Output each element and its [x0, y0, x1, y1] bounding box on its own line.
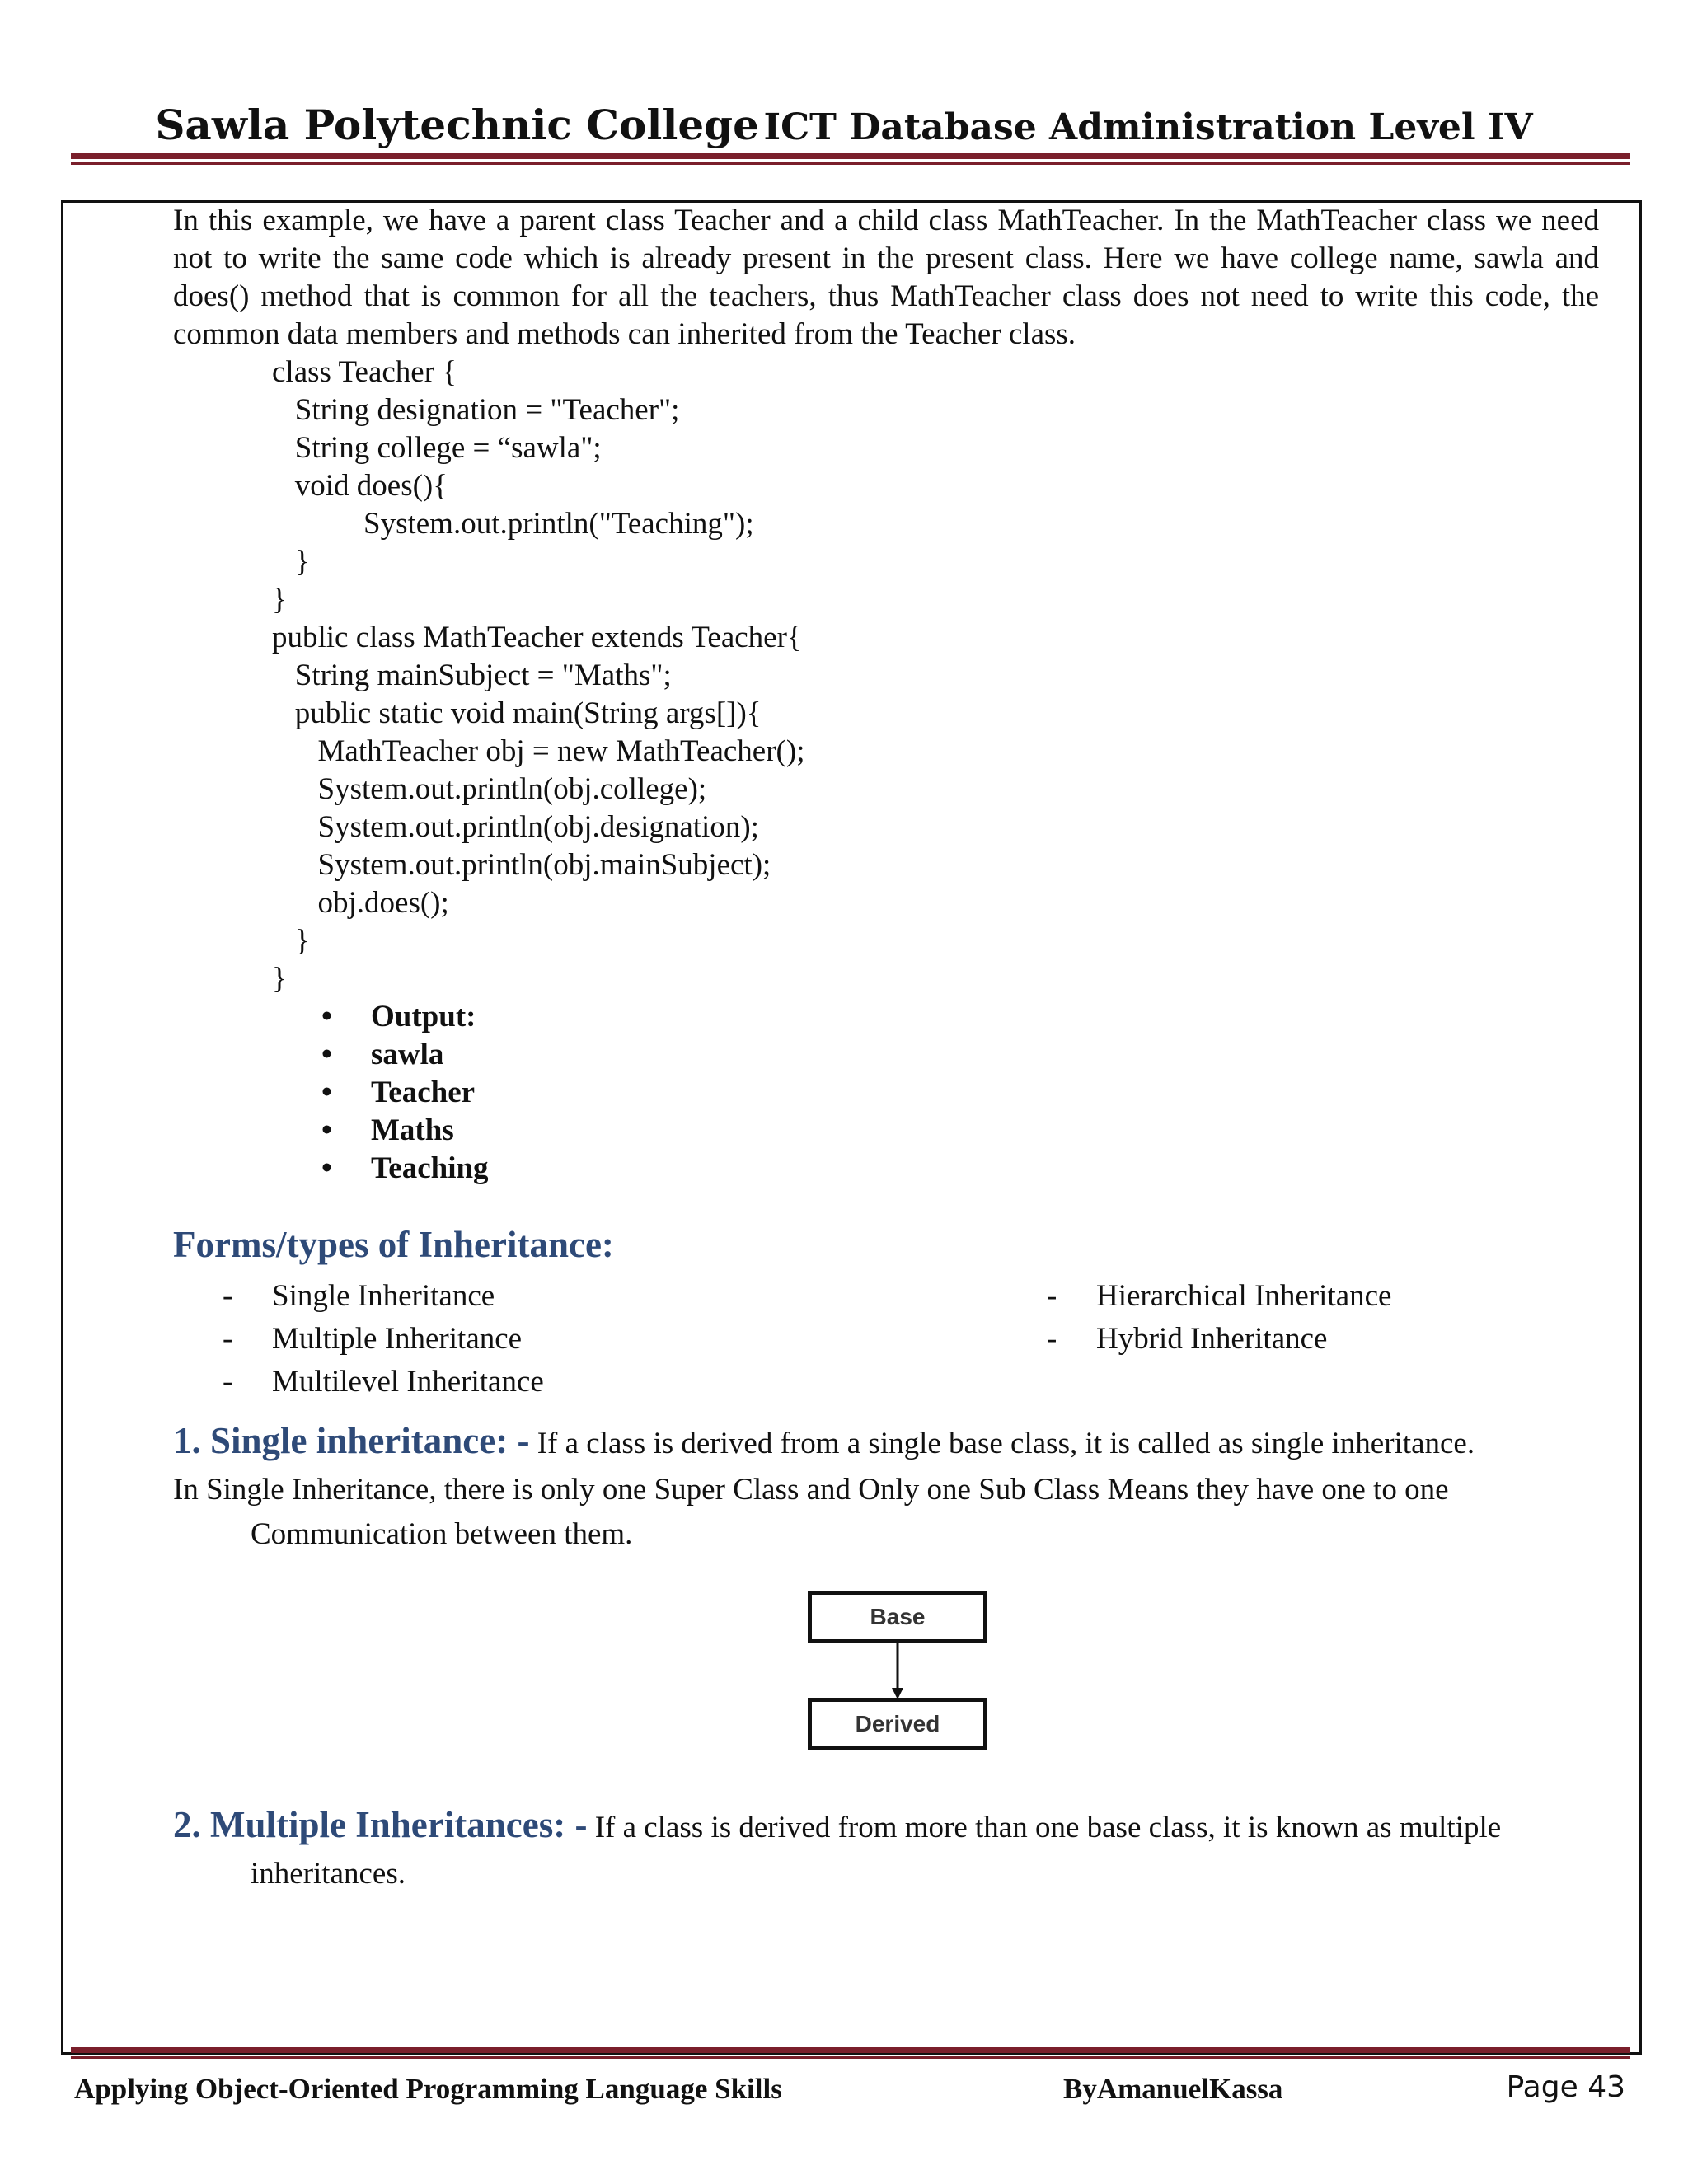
footer-course: Applying Object-Oriented Programming Language Skills: [74, 2073, 782, 2105]
page-header: [0, 101, 1688, 149]
code-line: public class MathTeacher extends Teacher{: [272, 621, 802, 654]
multiple-heading-line: [173, 1801, 1599, 1852]
base-box: Base: [808, 1591, 987, 1643]
output-item: [321, 998, 1599, 1036]
output-value: Teacher: [371, 1076, 476, 1109]
output-value: sawla: [371, 1038, 444, 1071]
dash-icon: -: [223, 1365, 233, 1399]
multiple-line-1: If a class is derived from more than one base class, it is known as multiple: [594, 1811, 1502, 1844]
output-item: [321, 1074, 1599, 1112]
types-column-left: [173, 1275, 915, 1404]
inheritance-diagram: [799, 1572, 997, 1762]
multiple-heading: 2. Multiple Inheritances: -: [173, 1804, 588, 1845]
types-column-right: [997, 1275, 1574, 1361]
type-label: Hybrid Inheritance: [1096, 1322, 1328, 1356]
code-line: class Teacher {: [272, 355, 457, 389]
code-line: }: [272, 545, 310, 579]
output-label: Output:: [371, 1000, 476, 1033]
footer-rule: [71, 2047, 1630, 2053]
bullet-icon: •: [321, 1038, 332, 1071]
header-rule: [71, 153, 1630, 159]
type-item: [997, 1318, 1574, 1361]
code-line: System.out.println("Teaching");: [272, 507, 754, 541]
dash-icon: -: [1047, 1322, 1057, 1356]
intro-paragraph: In this example, we have a parent class Teacher and a child class MathTeacher. In the MathTeacher class we need not to write the same code which is already present in the present class. Here we have college name, sawla and does() method that is common for all the teachers, thus MathTeacher class does not need to write this code, the common data members and methods can inherited from the Teacher class.: [173, 204, 1599, 351]
type-item: [173, 1318, 915, 1361]
output-item: [321, 1150, 1599, 1188]
code-line: }: [272, 924, 310, 958]
single-line-2: In Single Inheritance, there is only one Super Class and Only one Sub Class Means they have one to one: [173, 1473, 1449, 1507]
code-block: [173, 354, 1599, 998]
output-list: [173, 998, 1599, 1188]
multiple-inheritance-section: [173, 1801, 1599, 1896]
output-value: Maths: [371, 1113, 454, 1147]
single-line-1: If a class is derived from a single base class, it is called as single inheritance.: [537, 1427, 1475, 1460]
code-line: String designation = "Teacher";: [272, 393, 680, 427]
header-rule-thin: [71, 162, 1630, 165]
code-line: obj.does();: [272, 886, 449, 920]
output-item: [321, 1112, 1599, 1150]
type-item: [997, 1275, 1574, 1318]
code-line: public static void main(String args[]){: [272, 696, 762, 730]
code-line: }: [272, 583, 287, 616]
type-label: Single Inheritance: [272, 1279, 495, 1313]
type-item: [173, 1275, 915, 1318]
page-number: Page 43: [1506, 2070, 1625, 2104]
types-list: [173, 1275, 1599, 1407]
types-heading: Forms/types of Inheritance:: [173, 1224, 614, 1265]
single-heading-line: [173, 1417, 1599, 1468]
type-label: Multiple Inheritance: [272, 1322, 523, 1356]
dash-icon: -: [223, 1279, 233, 1313]
type-label: Multilevel Inheritance: [272, 1365, 544, 1399]
bullet-icon: •: [321, 1076, 332, 1109]
code-line: System.out.println(obj.college);: [272, 772, 707, 806]
single-inheritance-section: [173, 1417, 1599, 1557]
code-line: }: [272, 962, 287, 996]
single-heading: 1. Single inheritance: -: [173, 1420, 530, 1461]
type-label: Hierarchical Inheritance: [1096, 1279, 1392, 1313]
output-value: Teaching: [371, 1151, 489, 1185]
footer-rule-thin: [71, 2056, 1630, 2059]
dash-icon: -: [1047, 1279, 1057, 1313]
multiple-line-2: inheritances.: [251, 1857, 406, 1891]
code-line: System.out.println(obj.designation);: [272, 810, 759, 844]
single-line-3: Communication between them.: [251, 1517, 633, 1551]
bullet-icon: •: [321, 1113, 332, 1147]
code-line: String college = “sawla";: [272, 431, 602, 465]
bullet-icon: •: [321, 1151, 332, 1185]
header-college: Sawla Polytechnic College: [155, 101, 759, 149]
header-course: ICT Database Administration Level IV: [763, 106, 1533, 148]
code-line: MathTeacher obj = new MathTeacher();: [272, 734, 805, 768]
dash-icon: -: [223, 1322, 233, 1356]
type-item: [173, 1361, 915, 1404]
code-line: System.out.println(obj.mainSubject);: [272, 848, 771, 882]
code-line: void does(){: [272, 469, 448, 503]
code-line: String mainSubject = "Maths";: [272, 658, 672, 692]
bullet-icon: •: [321, 1000, 332, 1033]
footer-author: ByAmanuelKassa: [1063, 2073, 1283, 2105]
output-item: [321, 1036, 1599, 1074]
derived-box: Derived: [808, 1698, 987, 1750]
